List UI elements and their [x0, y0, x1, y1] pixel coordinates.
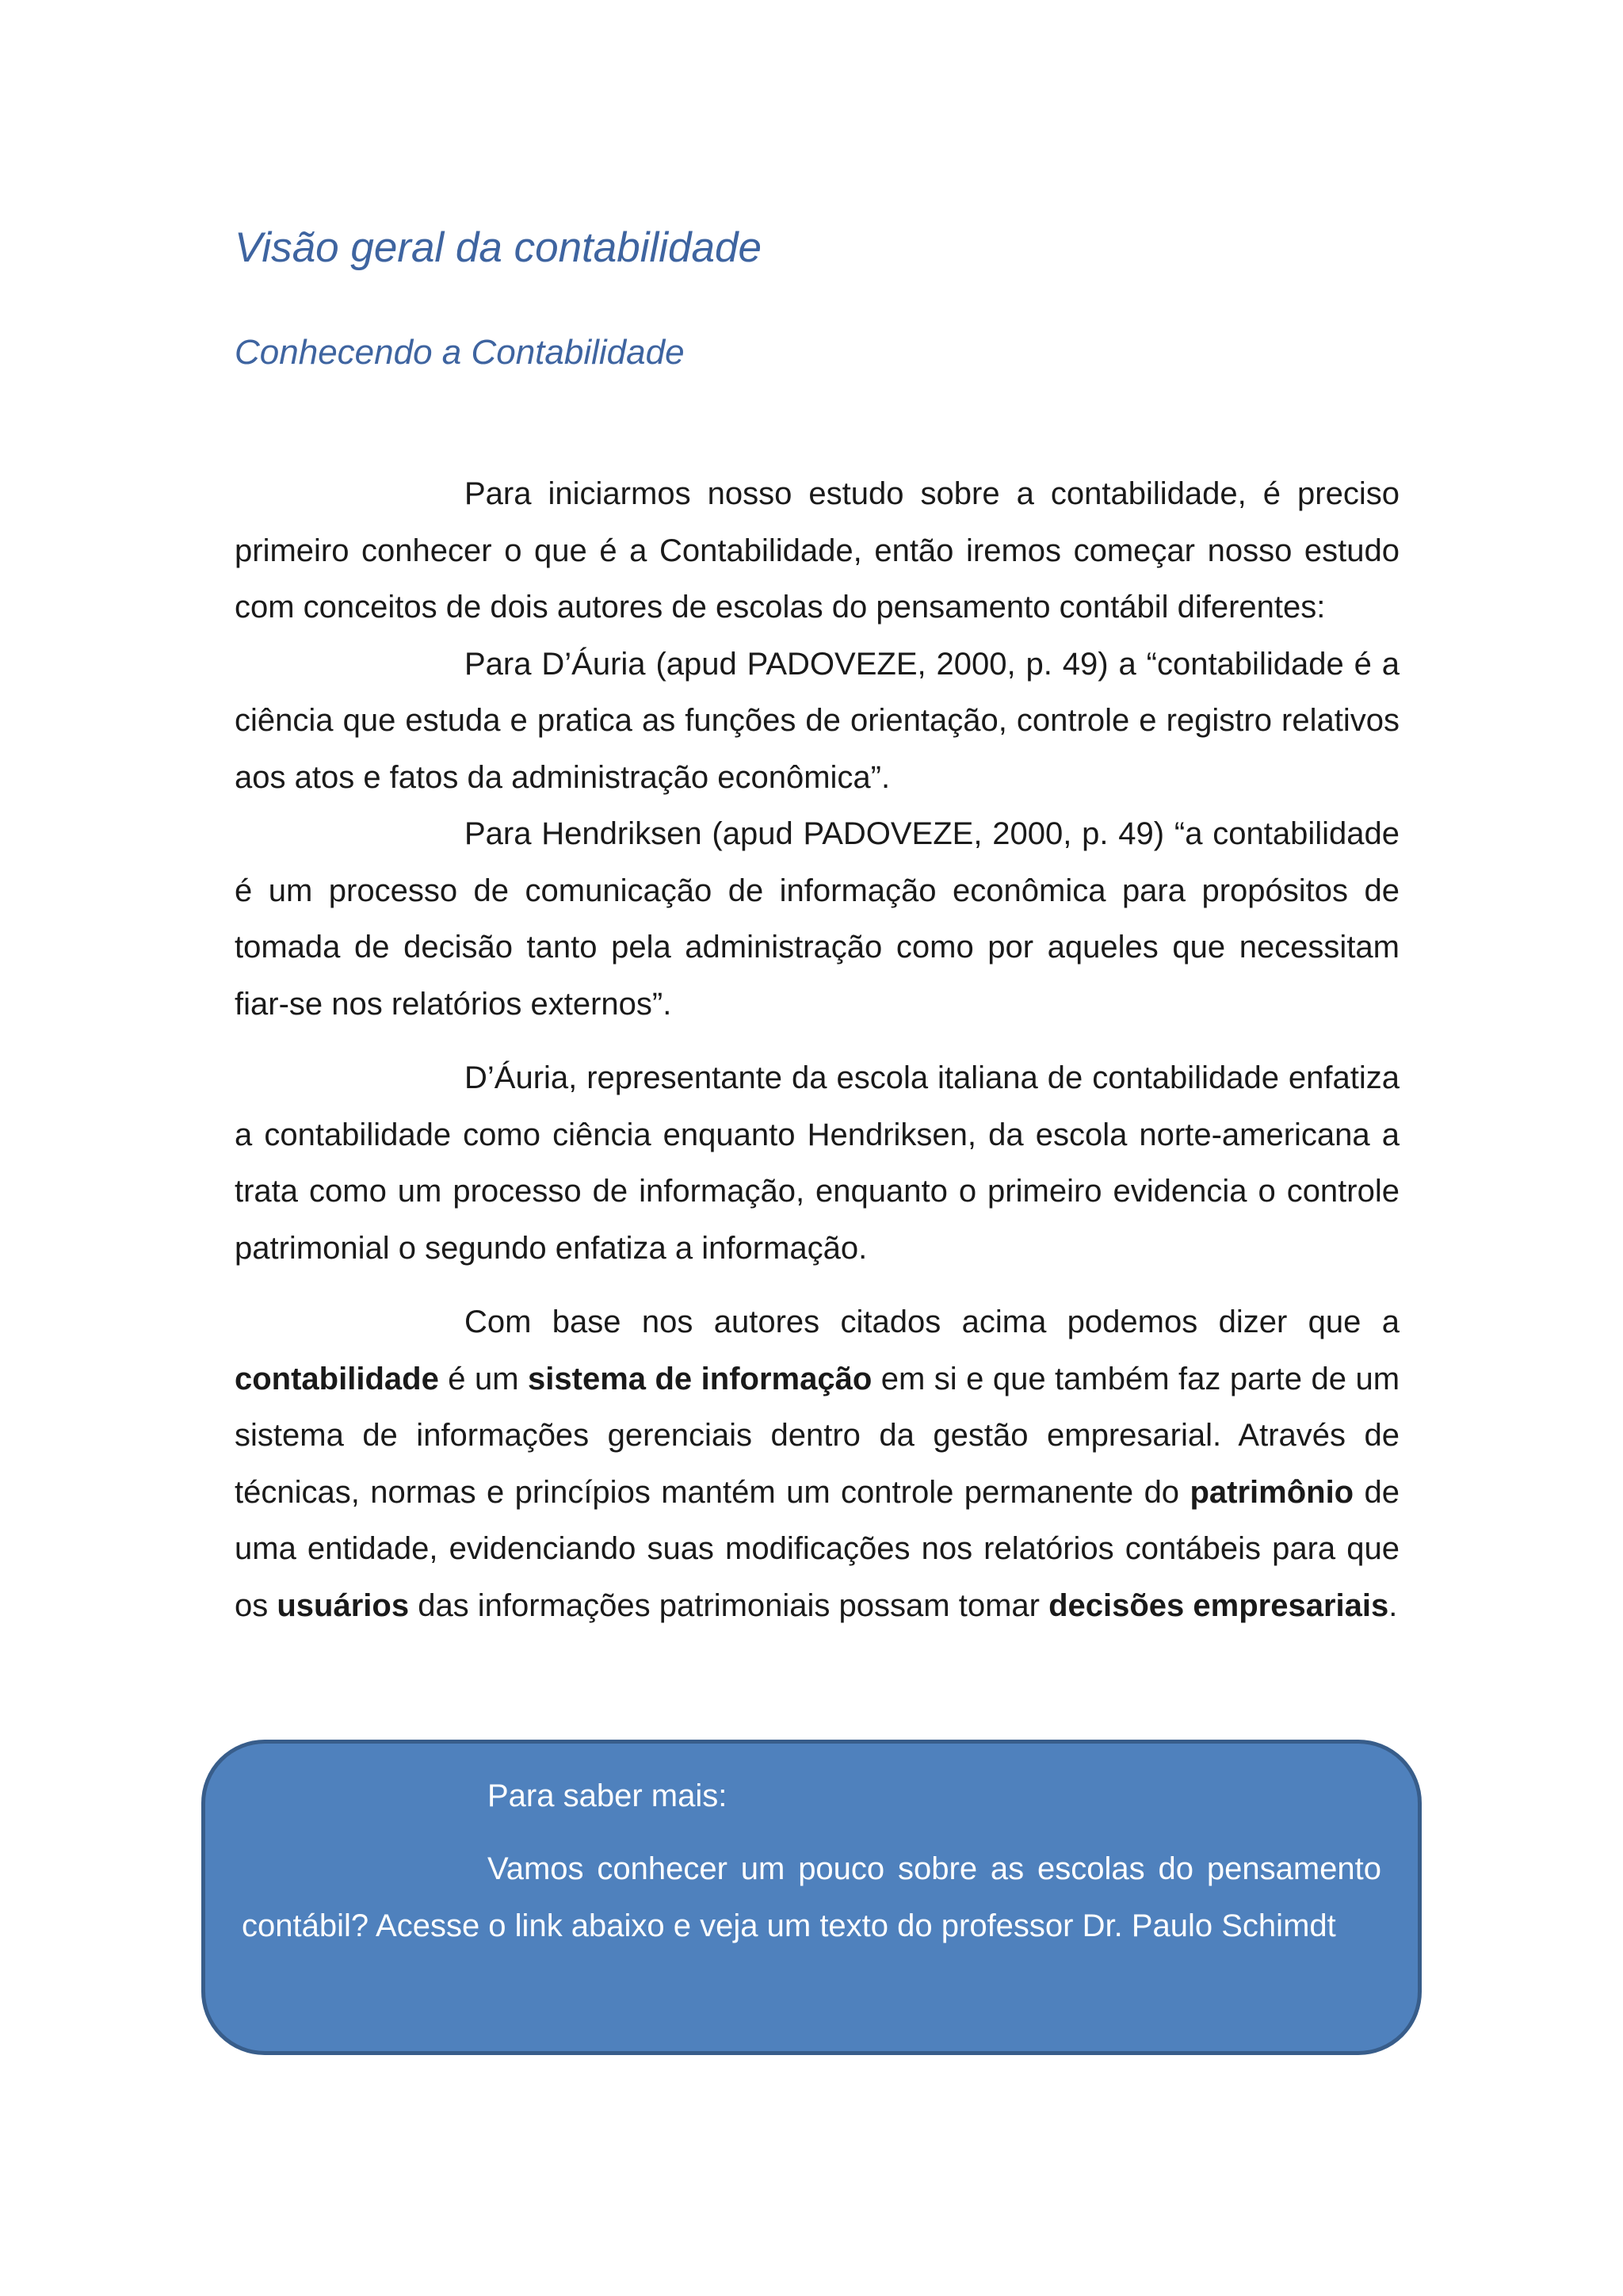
paragraph-summary [235, 1294, 1400, 1634]
summary-text-3: em si e que também faz parte de um sistema de informações gerenciais dentro da gestão empresarial. Através de técnicas, normas e princípios mantém um controle permanente do [235, 1361, 1400, 1510]
paragraph-comparison: D’Áuria, representante da escola italiana de contabilidade enfatiza a contabilidade como ciência enquanto Hendriksen, da escola norte-americana a trata como um processo de informação, enquanto o primeiro evidencia o controle patrimonial o segundo enfatiza a informação. [235, 1060, 1400, 1266]
paragraph-dauria-quote: Para D’Áuria (apud PADOVEZE, 2000, p. 49) a “contabilidade é a ciência que estuda e pratica as funções de orientação, controle e registro relativos aos atos e fatos da administração econômica”. [235, 646, 1400, 795]
section-subtitle: Conhecendo a Contabilidade [235, 333, 685, 372]
term-patrimonio: patrimônio [1190, 1474, 1354, 1510]
summary-text-6: . [1388, 1587, 1398, 1623]
page-title: Visão geral da contabilidade [235, 224, 762, 271]
callout-heading: Para saber mais: [487, 1778, 727, 1813]
term-sistema-de-informacao: sistema de informação [528, 1361, 873, 1396]
paragraph-intro: Para iniciarmos nosso estudo sobre a contabilidade, é preciso primeiro conhecer o que é a Contabilidade, então iremos começar nosso estudo com conceitos de dois autores de escolas do pensamento contábil diferentes: [235, 476, 1400, 625]
summary-text-5: das informações patrimoniais possam tomar [409, 1587, 1049, 1623]
paragraph-hendriksen-quote: Para Hendriksen (apud PADOVEZE, 2000, p. 49) “a contabilidade é um processo de comunicação de informação econômica para propósitos de tomada de decisão tanto pela administração como por aqueles que necessitam fiar-se nos relatórios externos”. [235, 816, 1400, 1022]
body-text [235, 466, 1400, 1634]
callout-text: Vamos conhecer um pouco sobre as escolas do pensamento contábil? Acesse o link abaixo e veja um texto do professor Dr. Paulo Schimdt [242, 1851, 1381, 1943]
term-usuarios: usuários [277, 1587, 410, 1623]
callout-box-saber-mais [201, 1740, 1422, 2055]
term-decisoes-empresariais: decisões empresariais [1048, 1587, 1389, 1623]
summary-text-1: Com base nos autores citados acima podemos dizer que a [464, 1305, 1400, 1339]
term-contabilidade: contabilidade [235, 1361, 439, 1396]
summary-text-2: é um [438, 1361, 529, 1396]
summary-text-4: de uma entidade, evidenciando suas modificações nos relatórios contábeis para que os [235, 1474, 1400, 1623]
